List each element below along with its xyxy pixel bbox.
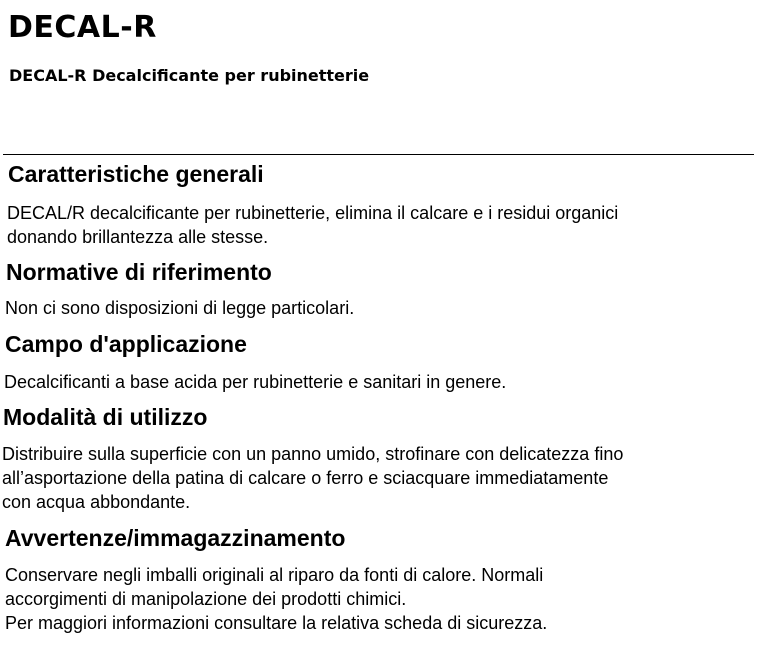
section-body-campo <box>4 370 506 394</box>
body-line: donando brillantezza alle stesse. <box>7 227 269 247</box>
section-heading-modalita: Modalità di utilizzo <box>3 404 208 430</box>
body-line: all’asportazione della patina di calcare o ferro e sciacquare immediatamente <box>2 468 609 488</box>
product-title: DECAL-R <box>8 10 157 45</box>
section-heading-caratteristiche: Caratteristiche generali <box>8 161 264 187</box>
section-body-caratteristiche <box>7 201 618 249</box>
divider <box>3 154 754 155</box>
body-line: Per maggiori informazioni consultare la relativa scheda di sicurezza. <box>5 613 548 633</box>
section-heading-normative: Normative di riferimento <box>6 259 272 285</box>
section-body-modalita <box>2 442 623 514</box>
body-line: Conservare negli imballi originali al riparo da fonti di calore. Normali <box>5 565 544 585</box>
body-line: accorgimenti di manipolazione dei prodotti chimici. <box>5 589 407 609</box>
body-line: Distribuire sulla superficie con un panno umido, strofinare con delicatezza fino <box>2 444 624 464</box>
section-heading-avvertenze: Avvertenze/immagazzinamento <box>5 525 346 551</box>
section-body-avvertenze <box>5 563 547 635</box>
product-subtitle: DECAL-R Decalcificante per rubinetterie <box>9 66 370 85</box>
body-line: DECAL/R decalcificante per rubinetterie, elimina il calcare e i residui organici <box>7 203 619 223</box>
body-line: Decalcificanti a base acida per rubinetterie e sanitari in genere. <box>4 372 507 392</box>
section-heading-campo: Campo d'applicazione <box>5 331 247 357</box>
section-body-normative <box>5 296 354 320</box>
body-line: Non ci sono disposizioni di legge particolari. <box>5 298 355 318</box>
body-line: con acqua abbondante. <box>2 492 191 512</box>
